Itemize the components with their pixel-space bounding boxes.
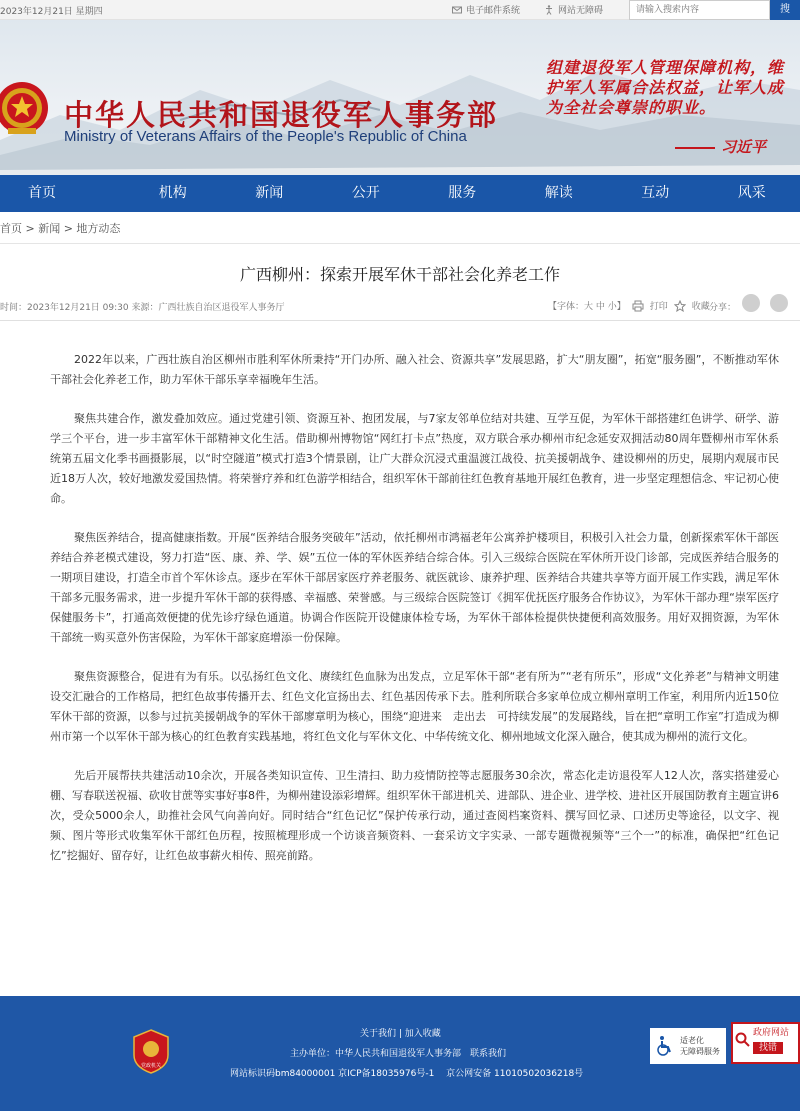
star-icon[interactable] xyxy=(674,300,686,312)
article-paragraph: 2022年以来，广西壮族自治区柳州市胜利军休所秉持“开门办所、融入社会、资源共享”发展思路，扩大“朋友圈”，拓宽“服务圈”，不断推动军休干部社会化养老工作，助力军休干部乐享幸福晚年生活。 xyxy=(50,353,779,386)
search-button[interactable]: 搜 xyxy=(770,0,800,20)
wechat-share-icon[interactable] xyxy=(742,294,760,312)
party-government-logo-icon[interactable] xyxy=(132,1029,170,1074)
font-size-selector[interactable]: 【字体：大 中 小】 xyxy=(548,302,626,312)
main-nav xyxy=(0,175,800,212)
favorite-link[interactable]: 收藏 xyxy=(691,302,710,312)
nav-item-public[interactable]: 公开 xyxy=(351,185,380,201)
email-system-link[interactable]: 电子邮件系统 xyxy=(452,3,520,16)
leader-quote: 组建退役军人管理保障机构，维护军人军属合法权益，让军人成为全社会尊崇的职业。 xyxy=(546,58,785,117)
top-bar xyxy=(0,0,800,20)
elderly-accessibility-button[interactable]: 适老化 无障碍服务 xyxy=(650,1028,726,1064)
print-link[interactable]: 打印 xyxy=(649,302,668,312)
current-date: 2023年12月21日 星期四 xyxy=(0,7,103,17)
accessibility-icon xyxy=(544,5,554,15)
accessibility-link[interactable]: 网站无障碍 xyxy=(544,3,603,16)
nav-item-interpretation[interactable]: 解读 xyxy=(544,185,573,201)
quote-author: 习近平 xyxy=(675,136,766,157)
nav-item-home[interactable]: 首页 xyxy=(28,185,56,201)
search-input[interactable] xyxy=(629,0,770,20)
nav-item-organization[interactable]: 机构 xyxy=(158,185,187,201)
nav-item-style[interactable]: 风采 xyxy=(737,185,766,201)
article-body xyxy=(50,350,779,885)
article-paragraph: 聚焦医养结合，提高健康指数。开展“医养结合服务突破年”活动，依托柳州市鸿福老年公寓养护楼项目，积极引入社会力量，创新探索军休干部医养结合养老模式建设，努力打造“医、康、养、学、娱”五位一体的军休医养结合综合体。引入三级综合医院在军休所开设门诊部，完成医养结合服务的一期项目建设，打造全市首个军休诊点。逐步在军休干部居家医疗养老服务、就医就诊、康养护理、医养结合共建共享等方面开展工作实践，满足军休干部多元服务需求，进一步提升军休干部的获得感、幸福感、荣誉感。与三级综合医院签订《拥军优抚医疗服务合作协议》，为军休干部办理“崇军医疗保健服务卡”，打通高效便捷的优先诊疗绿色通道。协调合作医院开设健康体检专场，为军休干部体检提供快捷便利高效服务。用好双拥资源，为军休干部统一购买意外伤害保险，为军休干部家庭增添一份保障。 xyxy=(50,531,779,644)
divider xyxy=(0,243,800,244)
article-paragraph: 聚焦资源整合，促进有为有乐。以弘扬红色文化、赓续红色血脉为出发点，立足军休干部“老有所为”“老有所乐”，形成“文化养老”与精神文明建设交汇融合的工作格局，把红色故事传播开去、红色文化宣扬出去、红色基因传承下去。胜利所联合多家单位成立柳州章明工作室，利用所内近150位军休干部的资源，以参与过抗美援朝战争的军休干部廖章明为核心，围绕“迎进来 走出去 可持续发展”的发展路线，旨在把“章明工作室”打造成为柳州市第一个以军休干部为核心的红色教育实践基地，将红色文化与军休文化、中华传统文化、柳州地域文化深入融合，使其成为柳州的流行文化。 xyxy=(50,670,779,743)
nav-item-service[interactable]: 服务 xyxy=(448,185,477,201)
header-banner xyxy=(0,20,800,175)
article-title: 广西柳州：探索开展军休干部社会化养老工作 xyxy=(239,265,560,284)
divider xyxy=(0,320,800,321)
national-emblem-icon xyxy=(0,68,55,148)
mail-icon xyxy=(452,5,462,15)
weibo-share-icon[interactable] xyxy=(770,294,788,312)
article-tools xyxy=(548,299,710,312)
nav-item-interaction[interactable]: 互动 xyxy=(641,185,670,201)
footer-links[interactable]: 关于我们 | 加入收藏 xyxy=(360,1029,441,1039)
footer-host: 主办单位：中华人民共和国退役军人事务部 联系我们 xyxy=(290,1049,507,1059)
wheelchair-icon xyxy=(654,1035,676,1057)
article-paragraph: 聚焦共建合作，激发叠加效应。通过党建引领、资源互补、抱团发展，与7家友邻单位结对共建、互学互促，为军休干部搭建红色讲学、研学、游学三个平台，进一步丰富军休干部精神文化生活。借助柳州博物馆“网红打卡点”热度，双方联合承办柳州市纪念延安双拥活动80周年暨柳州市军休系统第五届文化季书画摄影展，以“时空隧道”模式打造3个情景剧，让广大群众沉浸式重温渡江战役、抗美援朝战争、建设柳州的历史，展期内观展市民近18万人次，较好地激发爱国热情。将荣誉疗养和红色游学相结合，组织军休干部前往红色教育基地开展红色教育，进一步坚定理想信念、牢记初心使命。 xyxy=(50,412,779,505)
breadcrumb[interactable]: 首页 > 新闻 > 地方动态 xyxy=(0,222,121,235)
site-title-cn: 中华人民共和国退役军人事务部 xyxy=(64,98,499,132)
article-paragraph: 先后开展帮扶共建活动10余次，开展各类知识宣传、卫生清扫、助力疫情防控等志愿服务30余次，常态化走访退役军人12人次，落实搭建爱心棚、写春联送祝福、砍收甘蔗等实事好事8件，为柳州建设添彩增辉。组织军休干部进机关、进部队、进企业、进学校、进社区开展国防教育主题宣讲6次，受众5000余人，助推社会风气向善向好。同时结合“红色记忆”保护传承行动，通过查阅档案资料、撰写回忆录、口述历史等途径，以文字、视频、图片等形式收集军休干部红色历程，按照梳理形成一个访谈音频资料、一套采访文字实录、一部专题微视频等“三个一”的标准，确保把“红色记忆”挖掘好、留存好，让红色故事薪火相传、照亮前路。 xyxy=(50,769,779,862)
site-title-en: Ministry of Veterans Affairs of the People's Republic of China xyxy=(64,128,467,145)
logo-text: 党政机关 xyxy=(140,1063,162,1069)
footer-record: 网站标识码bm84000001 京ICP备18035976号-1 京公网安备 11010502036218号 xyxy=(230,1069,584,1079)
nav-item-news[interactable]: 新闻 xyxy=(255,185,284,201)
magnifier-icon xyxy=(735,1032,751,1048)
gov-site-find-error-button[interactable]: 政府网站 找错 xyxy=(731,1022,800,1064)
article-meta: 时间：2023年12月21日 09:30 来源：广西壮族自治区退役军人事务厅 xyxy=(0,303,285,313)
print-icon[interactable] xyxy=(632,300,644,312)
share-label: 分享： xyxy=(709,303,737,313)
footer xyxy=(0,996,800,1111)
